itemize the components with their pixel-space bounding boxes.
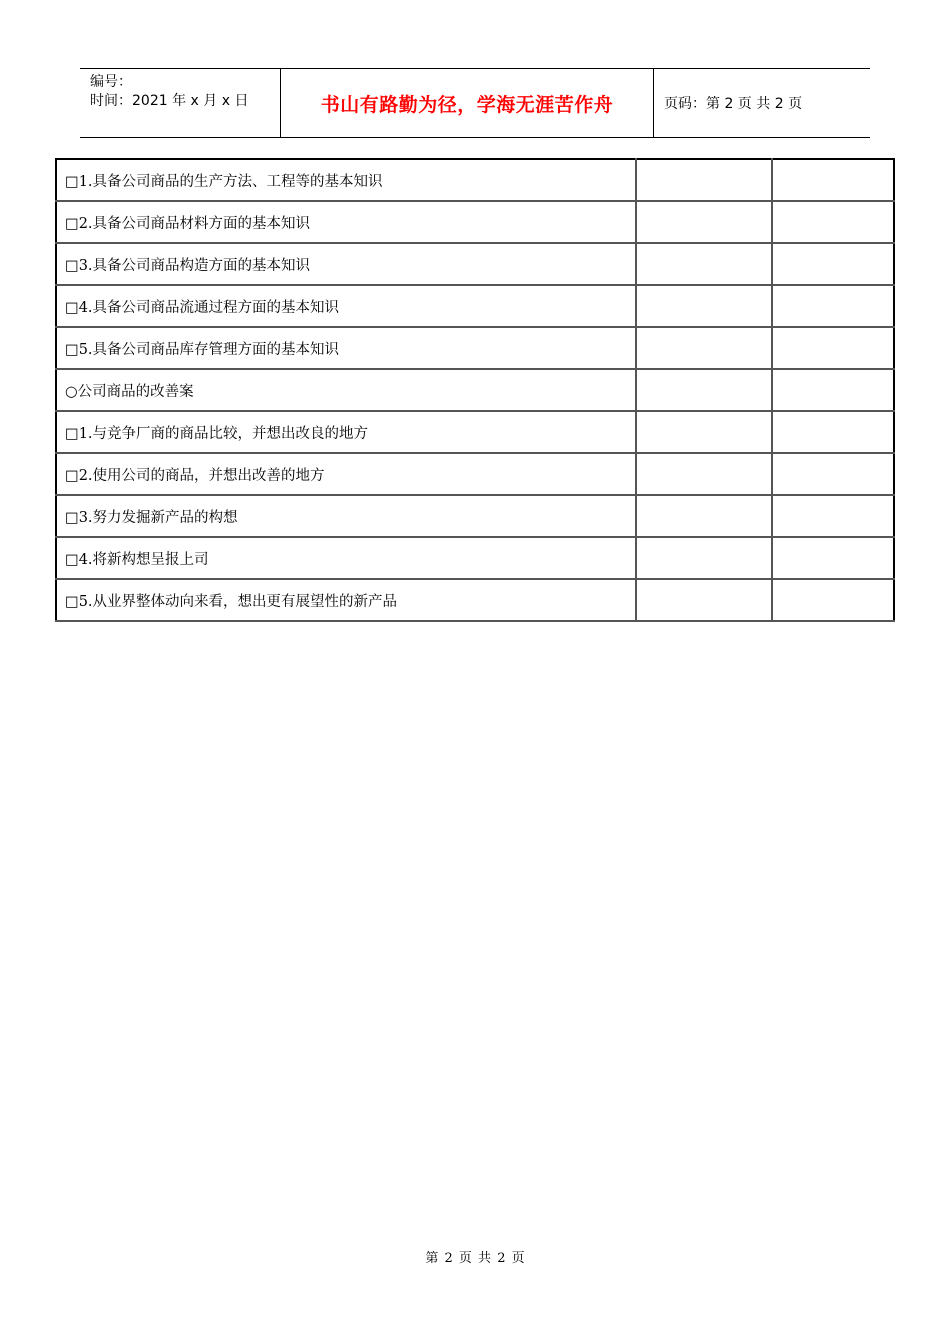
check-cell bbox=[636, 159, 773, 201]
check-cell bbox=[772, 159, 894, 201]
document-date: 时间：2021 年 x 月 x 日 bbox=[90, 93, 249, 109]
check-cell bbox=[636, 243, 773, 285]
section-heading: ○公司商品的改善案 bbox=[56, 369, 636, 411]
check-cell bbox=[772, 201, 894, 243]
item-text: □2.使用公司的商品，并想出改善的地方 bbox=[56, 453, 636, 495]
item-text: □1.具备公司商品的生产方法、工程等的基本知识 bbox=[56, 159, 636, 201]
table-row bbox=[56, 411, 894, 453]
check-cell bbox=[636, 285, 773, 327]
check-cell bbox=[772, 453, 894, 495]
table-row bbox=[56, 495, 894, 537]
item-text: □2.具备公司商品材料方面的基本知识 bbox=[56, 201, 636, 243]
table-row bbox=[56, 243, 894, 285]
item-text: □4.将新构想呈报上司 bbox=[56, 537, 636, 579]
check-cell bbox=[636, 201, 773, 243]
table-row-section bbox=[56, 369, 894, 411]
table-row bbox=[56, 537, 894, 579]
document-number-label: 编号： bbox=[90, 74, 132, 90]
check-cell bbox=[636, 453, 773, 495]
table-row bbox=[56, 159, 894, 201]
page-code: 页码：第 2 页 共 2 页 bbox=[664, 96, 803, 112]
check-cell bbox=[772, 243, 894, 285]
table-row bbox=[56, 285, 894, 327]
item-text: □5.具备公司商品库存管理方面的基本知识 bbox=[56, 327, 636, 369]
header-page-code-cell bbox=[654, 69, 870, 137]
check-cell bbox=[636, 327, 773, 369]
item-text: □1.与竞争厂商的商品比较，并想出改良的地方 bbox=[56, 411, 636, 453]
check-cell bbox=[772, 537, 894, 579]
check-cell bbox=[772, 369, 894, 411]
table-row bbox=[56, 453, 894, 495]
table-row bbox=[56, 201, 894, 243]
table-row bbox=[56, 327, 894, 369]
item-text: □3.具备公司商品构造方面的基本知识 bbox=[56, 243, 636, 285]
item-text: □5.从业界整体动向来看，想出更有展望性的新产品 bbox=[56, 579, 636, 621]
check-cell bbox=[636, 369, 773, 411]
header-meta bbox=[80, 69, 281, 137]
table-row bbox=[56, 579, 894, 621]
check-cell bbox=[772, 327, 894, 369]
item-text: □4.具备公司商品流通过程方面的基本知识 bbox=[56, 285, 636, 327]
check-cell bbox=[772, 579, 894, 621]
page-header bbox=[80, 68, 870, 138]
check-cell bbox=[772, 411, 894, 453]
motto-text: 书山有路勤为径，学海无涯苦作舟 bbox=[320, 93, 614, 116]
checklist-table bbox=[55, 158, 895, 622]
check-cell bbox=[772, 495, 894, 537]
check-cell bbox=[636, 579, 773, 621]
item-text: □3.努力发掘新产品的构想 bbox=[56, 495, 636, 537]
header-motto-cell bbox=[281, 69, 654, 137]
check-cell bbox=[636, 537, 773, 579]
page-footer: 第 2 页 共 2 页 bbox=[425, 1251, 525, 1266]
check-cell bbox=[636, 411, 773, 453]
check-cell bbox=[636, 495, 773, 537]
check-cell bbox=[772, 285, 894, 327]
